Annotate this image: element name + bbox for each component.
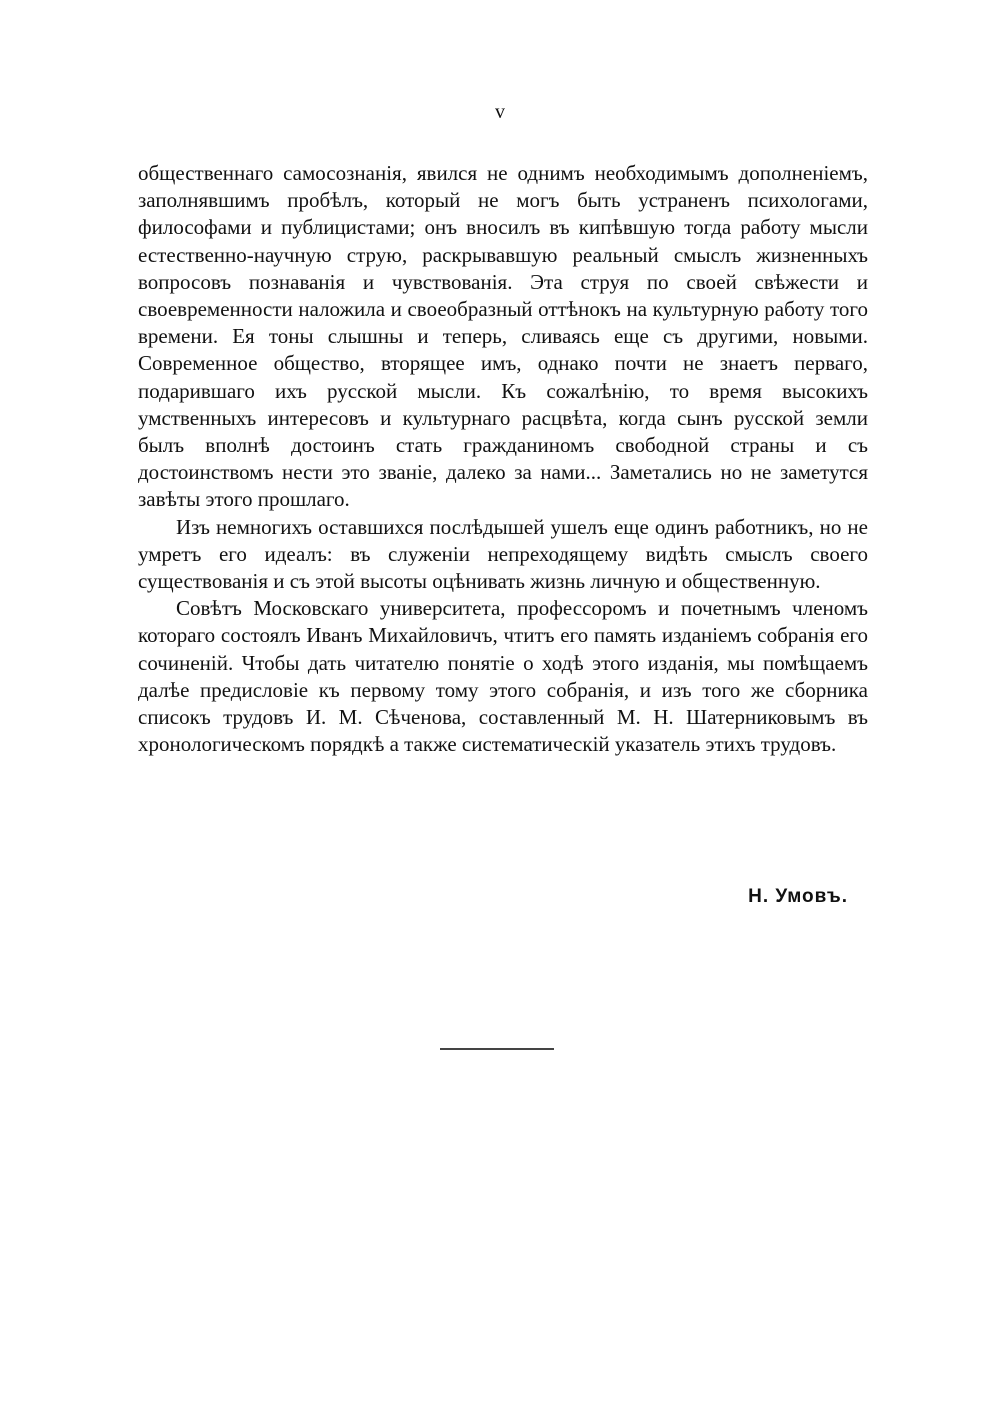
paragraph-council: Совѣтъ Московскаго университета, профессоромъ и почетнымъ членомъ котораго состоялъ Иванъ Михайловичъ, чтитъ его память изданіемъ собранія его сочиненій. Чтобы дать читателю понятіе о ходѣ этого изданія, мы помѣщаемъ далѣе предисловіе къ первому тому этого собранія, и изъ того же сборника списокъ трудовъ И. М. Сѣченова, составленный М. Н. Шатерниковымъ въ хронологическомъ порядкѣ а также систематическій указатель этихъ трудовъ. bbox=[138, 596, 868, 757]
paragraph-worker: Изъ немногихъ оставшихся послѣдышей ушелъ еще одинъ работникъ, но не умретъ его идеалъ: въ служеніи непреходящему видѣть смыслъ своего существованія и съ этой высоты оцѣнивать жизнь личную и общественную. bbox=[138, 514, 868, 594]
paragraph-continuation: общественнаго самосознанія, явился не однимъ необходимымъ дополненіемъ, заполнявшимъ пробѣлъ, который не могъ быть устраненъ психологами, философами и публицистами; онъ вносилъ въ кипѣвшую тогда работу мысли естественно-научную струю, раскрывавшую реальный смыслъ жизненныхъ вопросовъ познаванія и чувствованія. Эта струя по своей свѣжести и своевременности наложила и своеобразный оттѣнокъ на культурную работу того времени. Ея тоны слышны и теперь, сливаясь еще съ другими, новыми. Современное общество, вторящее имъ, однако почти не знаетъ перваго, подарившаго ихъ русской мысли. Къ сожалѣнію, то время высокихъ умственныхъ интересовъ и культурнаго расцвѣта, когда сынъ русской земли былъ вполнѣ достоинъ стать гражданиномъ свободной страны и съ достоинствомъ нести это званіе, далеко за нами... Заметались но не заметутся завѣты этого прошлаго. bbox=[138, 161, 868, 512]
page-number: v bbox=[495, 101, 505, 123]
body-text bbox=[138, 160, 868, 758]
author-signature: Н. Умовъ. bbox=[748, 886, 848, 907]
end-rule-divider bbox=[440, 1048, 554, 1050]
